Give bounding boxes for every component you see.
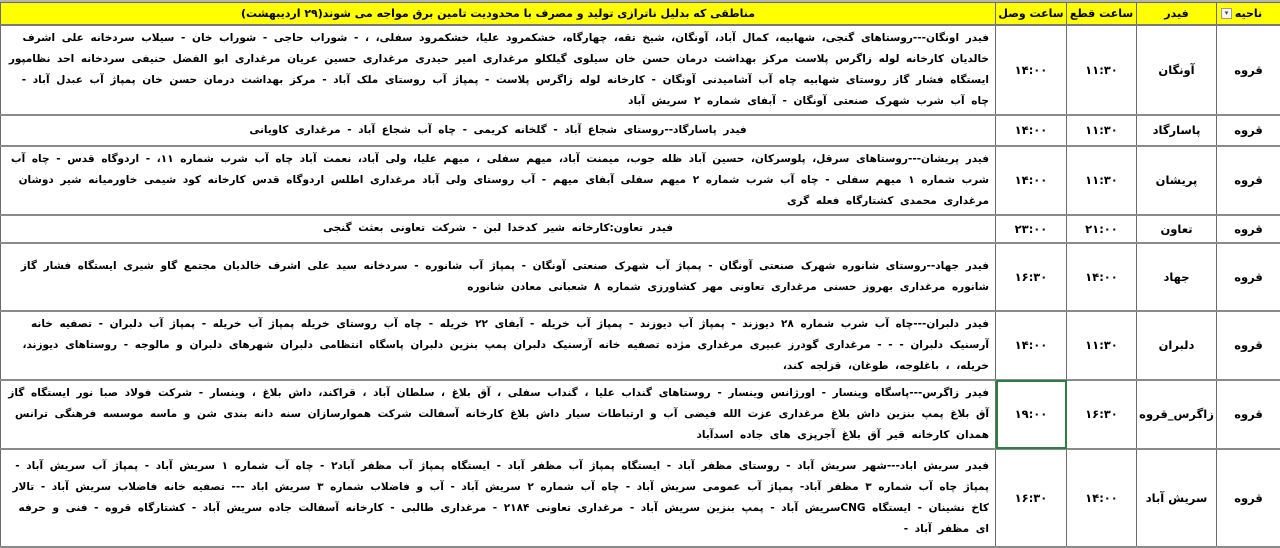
areas-cell[interactable]: فیدر جهاد--روستای شانوره شهرک صنعتی آونگان - پمپاژ آب شهرک صنعتی آونگان - پمپاژ آب شانوره - سردخانه سید علی اشرف خالدیان مجتمع گاو شیری ایستگاه فشار گاز شانوره مرغداری بهروز حسنی مرغداری تعاونی مهر کشاورزی شماره ۸ شعبانی معادن شانوره xyxy=(1,243,996,311)
connect-time-cell[interactable]: ۱۴:۰۰ xyxy=(996,146,1067,215)
connect-time-cell[interactable]: ۱۶:۳۰ xyxy=(996,243,1067,311)
table-row[interactable] xyxy=(1,146,1280,215)
region-cell[interactable]: قروه xyxy=(1217,146,1280,215)
column-header-connect-time[interactable]: ساعت وصل xyxy=(996,3,1067,25)
table-row[interactable] xyxy=(1,380,1280,449)
outage-schedule-table xyxy=(0,2,1280,548)
areas-cell[interactable]: فیدر اونگان---روستاهای گنجی، شهابیه، کمال آباد، آونگان، شیخ تقه، چهارگاه، خشکمرود علیا، خشکمرود سفلی، ، - شوراب حاجی - شوراب خان - سیلاب سردخانه علی اشرف خالدیان کارخانه لوله زاگرس پلاست مرکز بهداشت درمان حسن خان سیلوی گیلکلو مرغداری امیر حیدری مرغداری حسین عریان مرغداری ابو الفضل حنیفی سردخانه احد نظامپور ایستگاه فشار گاز روستای شهابیه چاه آب آشامیدنی آونگان - کارخانه لوله زاگرس پلاست - پمپاژ آب روستای ملک آباد - مرکز بهداشت درمان حسن خان پمپاژ آب عبدل آباد - چاه آب شرب شهرک صنعتی آونگان - آبفای شماره ۲ سریش آباد xyxy=(1,25,996,115)
feeder-cell[interactable]: زاگرس_قروه xyxy=(1137,380,1217,449)
table-row[interactable] xyxy=(1,115,1280,146)
column-header-feeder[interactable]: فیدر xyxy=(1137,3,1217,25)
connect-time-cell[interactable]: ۱۶:۳۰ xyxy=(996,449,1067,547)
connect-time-cell-selected[interactable]: ۱۹:۰۰ xyxy=(996,380,1067,449)
feeder-cell[interactable]: پریشان xyxy=(1137,146,1217,215)
region-cell[interactable]: قروه xyxy=(1217,115,1280,146)
table-row[interactable] xyxy=(1,243,1280,311)
cut-time-cell[interactable]: ۲۱:۰۰ xyxy=(1067,215,1137,243)
connect-time-cell[interactable]: ۱۴:۰۰ xyxy=(996,115,1067,146)
cut-time-cell[interactable]: ۱۴:۰۰ xyxy=(1067,243,1137,311)
region-cell[interactable]: قروه xyxy=(1217,25,1280,115)
areas-cell[interactable]: فیدر سریش اباد---شهر سریش آباد - روستای مظفر آباد - ایستگاه پمپاژ آب مظفر آباد - ایستگاه پمپاژ آب مظفر آباد۲ - چاه آب شماره ۱ سریش آباد - پمپاژ آب سریش آباد - پمپاژ چاه آب شماره ۳ مظفر آباد- پمپاژ آب عمومی سریش آباد - چاه آب شماره ۲ سریش آباد - آب و فاضلاب شماره ۳ سریش اباد --- تصفیه خانه فاضلاب سریش آباد - تالار کاخ نشینان - ایستگاه CNGسریش آباد - پمپ بنزین سریش آباد - مرغداری تعاونی ۲۱۸۴ - مرغداری طالبی - کارخانه آسفالت جاده سریش آباد - کشتارگاه قروه - فنی و حرفه ای مظفر آباد - xyxy=(1,449,996,547)
region-cell[interactable]: قروه xyxy=(1217,449,1280,547)
cut-time-cell[interactable]: ۱۱:۳۰ xyxy=(1067,146,1137,215)
table-row[interactable] xyxy=(1,215,1280,243)
table-row[interactable] xyxy=(1,25,1280,115)
region-cell[interactable]: قروه xyxy=(1217,243,1280,311)
areas-cell[interactable]: فیدر زاگرس---پاسگاه وینسار - اورژانس وینسار - روستاهای گنداب علیا ، گنداب سفلی ، آق بلاغ ، سلطان آباد ، قراکند، داش بلاغ ، وینسار - شرکت فولاد صبا نور ایستگاه گاز آق بلاغ پمپ بنزین داش بلاغ مرغداری عزت الله فیضی آب و ارتباطات سیار داش بلاغ کارخانه آسفالت شرکت هموارسازان سنه دانه بندی شن و ماسه موسسه فرهنگی ترانس همدان کارخانه قیر آق بلاغ آجرپزی های جاده اسدآباد xyxy=(1,380,996,449)
connect-time-cell[interactable]: ۱۴:۰۰ xyxy=(996,25,1067,115)
feeder-cell[interactable]: آونگان xyxy=(1137,25,1217,115)
areas-cell[interactable]: فیدر پریشان---روستاهای سرقل، پلوسرکان، حسین آباد ظله جوب، میمنت آباد، میهم سفلی ، میهم علیا، ولی آباد، نعمت آباد چاه آب شرب شماره ۱۱، - اردوگاه قدس - چاه آب شرب شماره ۱ میهم سفلی - چاه آب شرب شماره ۲ میهم سفلی آبفای میهم - آب روستای ولی آباد مرغداری اطلس اردوگاه قدس کارخانه کود شیمی خاورمیانه شیر دوشان مرغداری محمدی کشتارگاه فعله گری xyxy=(1,146,996,215)
cut-time-cell[interactable]: ۱۱:۳۰ xyxy=(1067,115,1137,146)
feeder-cell[interactable]: دلبران xyxy=(1137,311,1217,380)
connect-time-cell[interactable]: ۱۴:۰۰ xyxy=(996,311,1067,380)
connect-time-cell[interactable]: ۲۳:۰۰ xyxy=(996,215,1067,243)
cut-time-cell[interactable]: ۱۶:۳۰ xyxy=(1067,380,1137,449)
areas-cell[interactable]: فیدر دلبران---چاه آب شرب شماره ۲۸ دیوزند - پمپاژ آب دیوزند - پمپاژ آب خریله - آبفای ۲۲ خریله - چاه آب روستای خریله پمپاژ آب خریله - پمپاژ آب دلبران - تصفیه خانه آرسنیک دلبران - - - مرغداری گودرز عبیری مرغداری مژده تصفیه خانه آرسنیک دلبران پمپ بنزین دلبران پاسگاه انتظامی دلبران شهرهای دلبران و مالوجه - روستاهای دیوزند، خریله، ، باغلوجه، طوغان، قزلجه کند، xyxy=(1,311,996,380)
table-row[interactable] xyxy=(1,449,1280,547)
region-cell[interactable]: قروه xyxy=(1217,311,1280,380)
column-header-region[interactable]: ▾ ناحیه xyxy=(1217,3,1280,25)
feeder-cell[interactable]: جهاد xyxy=(1137,243,1217,311)
region-cell[interactable]: قروه xyxy=(1217,215,1280,243)
feeder-cell[interactable]: تعاون xyxy=(1137,215,1217,243)
column-header-cut-time[interactable]: ساعت قطع xyxy=(1067,3,1137,25)
column-header-affected-areas[interactable]: مناطقی که بدلیل ناترازی تولید و مصرف با محدودیت تامین برق مواجه می شوند(۲۹ اردیبهشت) xyxy=(1,3,996,25)
feeder-cell[interactable]: پاسارگاد xyxy=(1137,115,1217,146)
header-row xyxy=(1,3,1280,25)
cut-time-cell[interactable]: ۱۱:۳۰ xyxy=(1067,311,1137,380)
filter-dropdown-icon[interactable]: ▾ xyxy=(1221,8,1232,19)
areas-cell[interactable]: فیدر تعاون:کارخانه شیر کدخدا لبن - شرکت تعاونی بعثت گنجی xyxy=(1,215,996,243)
feeder-cell[interactable]: سریش آباد xyxy=(1137,449,1217,547)
table-row[interactable] xyxy=(1,311,1280,380)
cut-time-cell[interactable]: ۱۴:۰۰ xyxy=(1067,449,1137,547)
areas-cell[interactable]: فیدر پاسارگاد--روستای شجاع آباد - گلخانه کریمی - چاه آب شجاع آباد - مرغداری کاویانی xyxy=(1,115,996,146)
region-cell[interactable]: قروه xyxy=(1217,380,1280,449)
cut-time-cell[interactable]: ۱۱:۳۰ xyxy=(1067,25,1137,115)
